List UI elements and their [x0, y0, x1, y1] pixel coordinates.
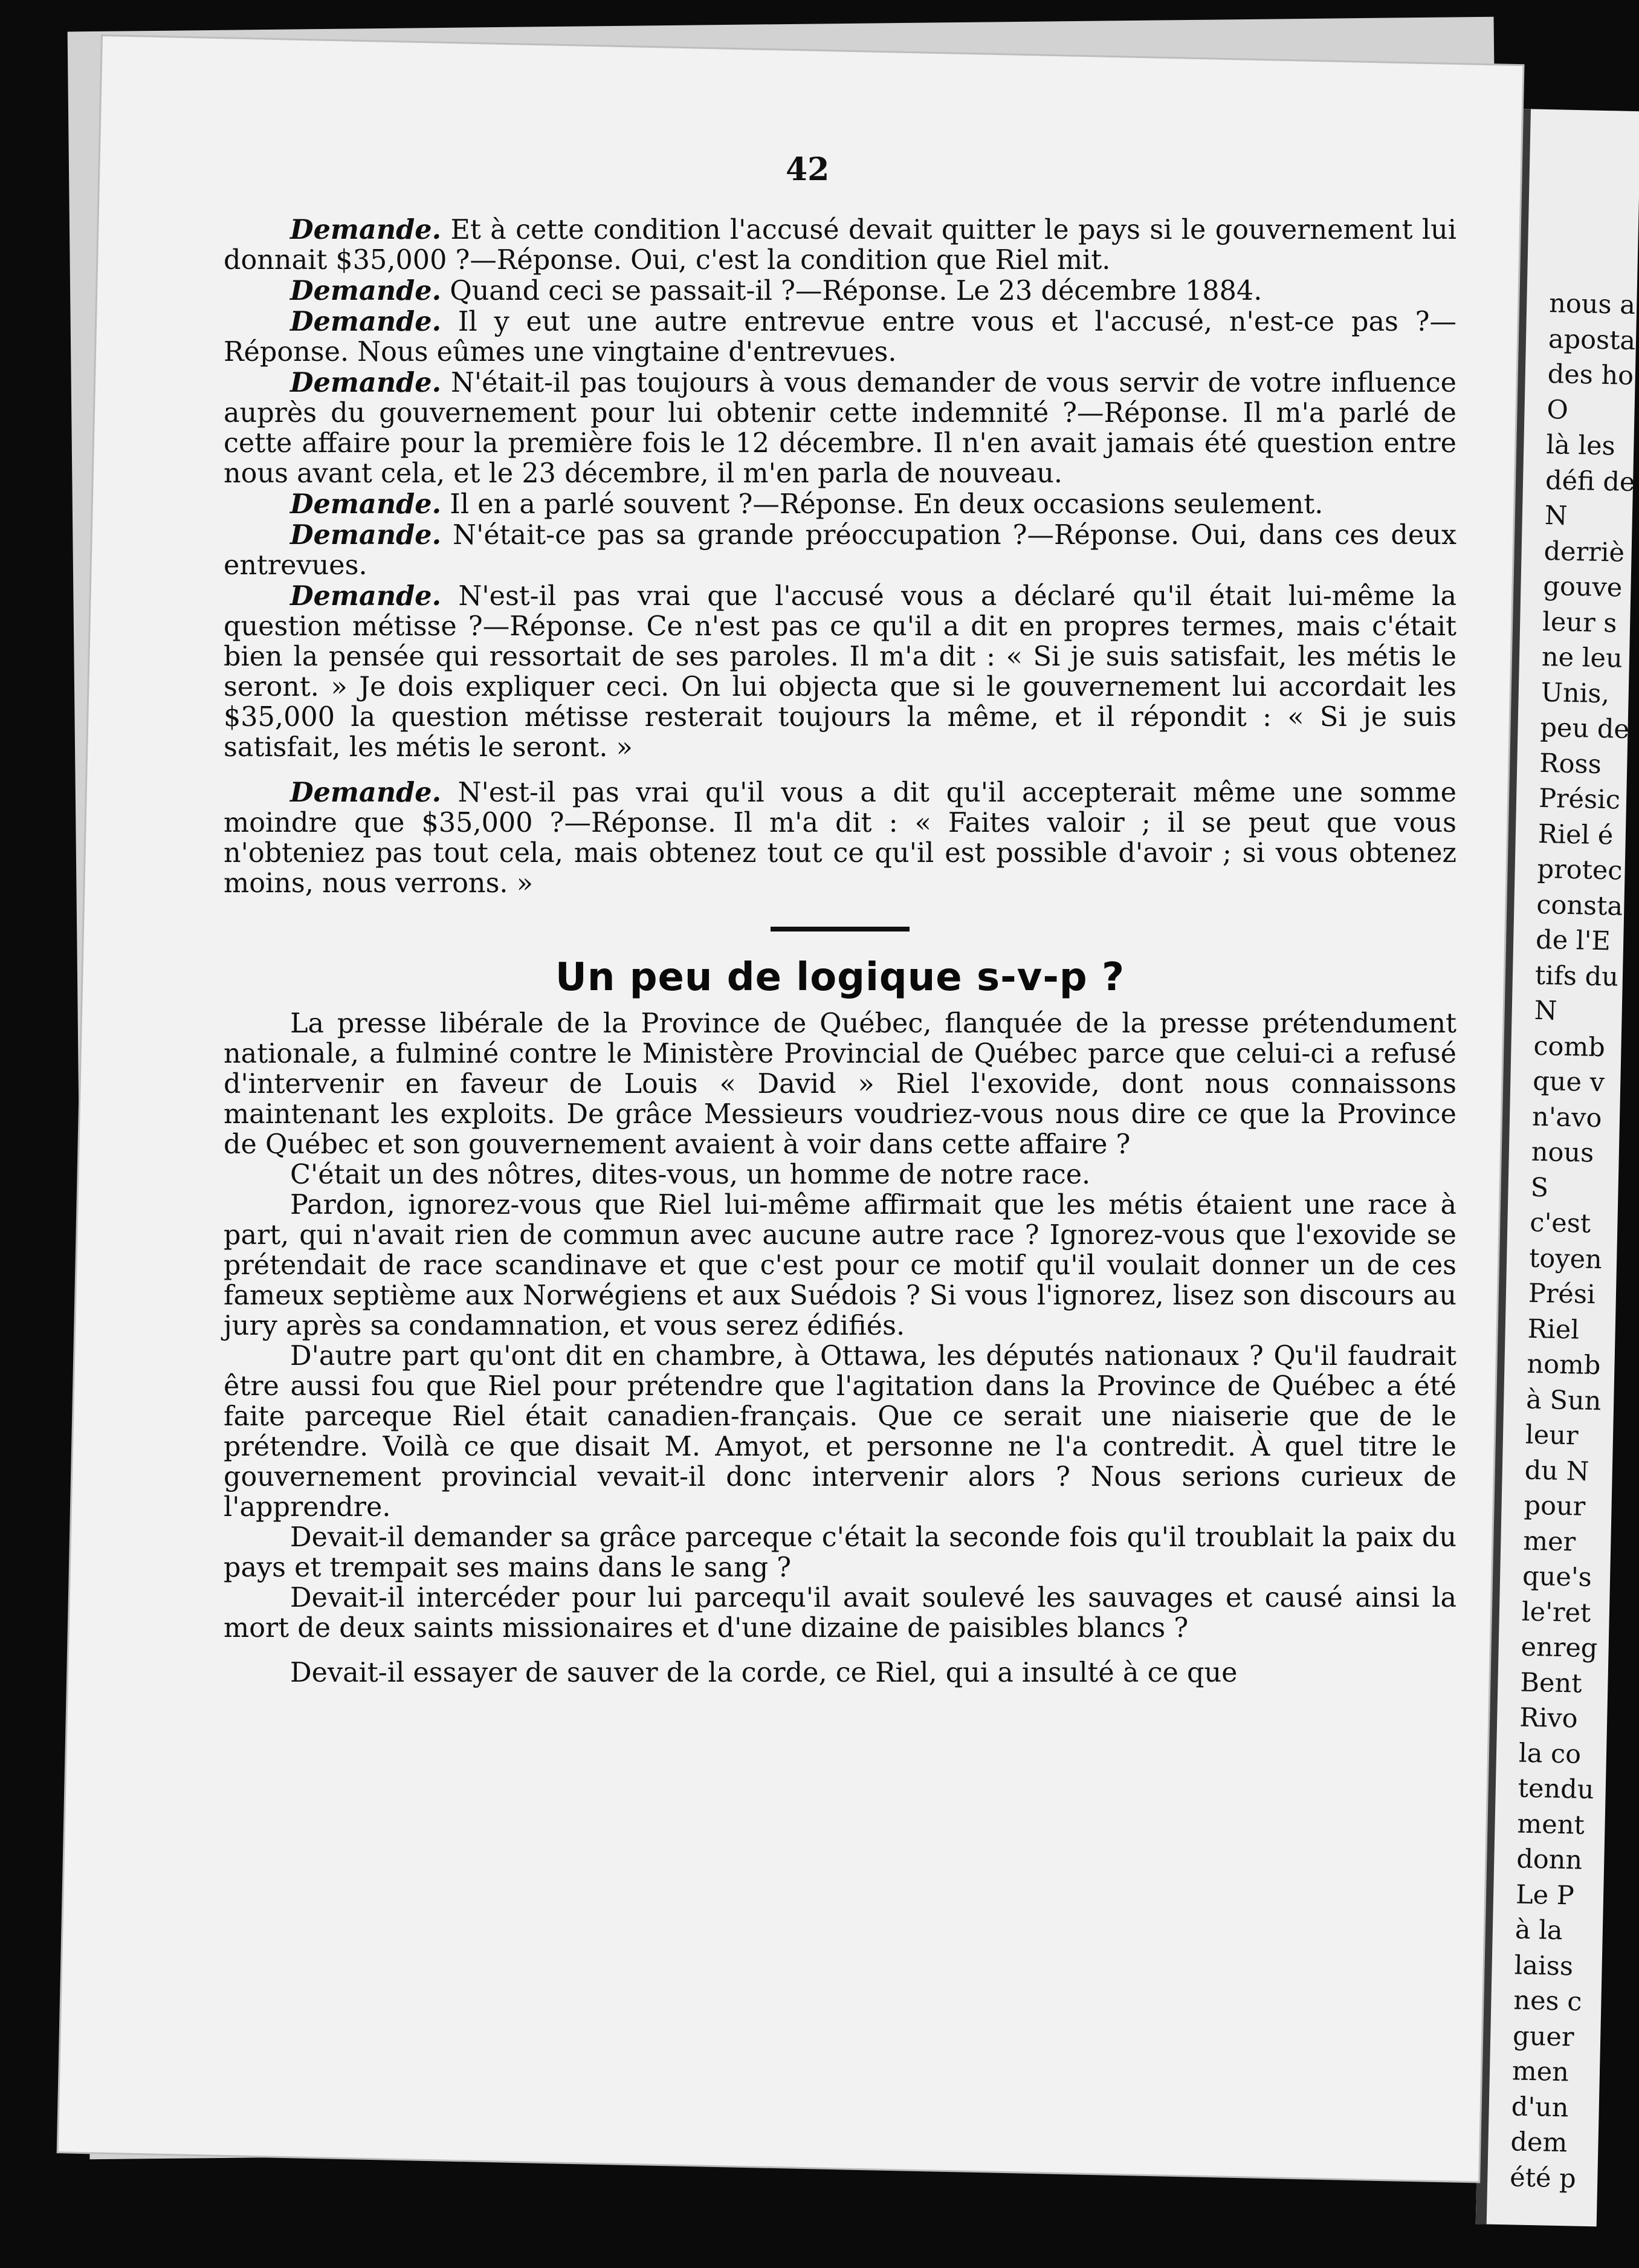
facing-page-fragment: Présic	[1538, 783, 1621, 815]
facing-page-fragment: des ho	[1547, 359, 1634, 392]
facing-page-fragment: ne leu	[1541, 641, 1623, 674]
qa-paragraph	[224, 581, 1456, 763]
facing-page-fragment: mer	[1522, 1526, 1576, 1557]
facing-page-fragment: S	[1530, 1172, 1549, 1203]
facing-page-text	[1509, 109, 1639, 2194]
qa-text: N'est-il pas vrai qu'il vous a dit qu'il accepterait même une somme moindre que $35,000 ?—Réponse. Il m'a dit : « Faites valoir ; il se peut que vous n'obteniez pas tout cela, mais obtenez tout ce qu'il est possible d'avoir ; si vous obtenez moins, nous verrons. »	[224, 777, 1456, 899]
facing-page-fragment: leur s	[1542, 606, 1617, 639]
facing-page-fragment: comb	[1533, 1031, 1606, 1063]
interrogation-transcript	[224, 215, 1456, 899]
facing-page-fragment: nous a	[1548, 288, 1636, 321]
qa-text: Quand ceci se passait-il ?—Réponse. Le 23 décembre 1884.	[441, 276, 1262, 306]
facing-page-fragment: donn	[1516, 1844, 1583, 1876]
qa-paragraph	[224, 215, 1456, 276]
qa-lead: Demande.	[290, 488, 442, 520]
facing-page-fragment: enreg	[1521, 1631, 1598, 1664]
facing-page-fragment: de l'E	[1535, 924, 1611, 957]
facing-page-fragment: protec	[1537, 854, 1623, 886]
qa-lead: Demande.	[290, 275, 442, 306]
qa-text: N'est-il pas vrai que l'accusé vous a déclaré qu'il était lui-même la question métisse ?—Réponse. Ce n'est pas ce qu'il a dit en propres termes, mais c'était bien la pensée qui ressortait de ses paroles. Il m'a dit : « Si je suis satisfait, les métis le seront. » Je dois expliquer ceci. On lui objecta que si le gouvernement lui accordait les $35,000 la question métisse resterait toujours la même, et il répondit : « Si je suis satisfait, les métis le seront. »	[224, 581, 1456, 763]
facing-page-fragment: été p	[1509, 2162, 1577, 2194]
facing-page-fragment: nes c	[1513, 1985, 1582, 2017]
facing-page-fragment: aposta	[1548, 323, 1636, 356]
facing-page-fragment: Riel	[1527, 1314, 1580, 1345]
facing-page-fragment: men	[1511, 2056, 1569, 2088]
facing-page-fragment: à la	[1515, 1914, 1563, 1946]
facing-page-fragment: laiss	[1514, 1949, 1574, 1982]
article-paragraph: Devait-il demander sa grâce parceque c'était la seconde fois qu'il troublait la paix du pays et trempait ses mains dans le sang ?	[224, 1522, 1456, 1583]
facing-page-fragment: guer	[1512, 2020, 1574, 2053]
qa-text: N'était-ce pas sa grande préoccupation ?—Réponse. Oui, dans ces deux entrevues.	[224, 520, 1456, 581]
facing-page-fragment: tifs du	[1534, 960, 1619, 993]
article-paragraph: Devait-il essayer de sauver de la corde, ce Riel, qui a insulté à ce que	[290, 1657, 1238, 1688]
facing-page-fragment: d'un	[1511, 2091, 1569, 2123]
article-body	[224, 1009, 1456, 1688]
facing-page-fragment: nomb	[1526, 1349, 1601, 1381]
facing-page-fragment: gouve	[1542, 571, 1623, 603]
qa-lead: Demande.	[290, 580, 442, 612]
facing-page-fragment: que v	[1532, 1066, 1605, 1098]
facing-page-fragment: nous	[1531, 1136, 1594, 1168]
facing-page-fragment: à Sun	[1525, 1384, 1602, 1416]
facing-page-fragment: N	[1534, 995, 1557, 1026]
page-body	[224, 215, 1456, 1688]
facing-page-fragment: N	[1544, 501, 1568, 531]
section-divider	[771, 927, 910, 932]
qa-text: Il y eut une autre entrevue entre vous et l'accusé, n'est-ce pas ?—Réponse. Nous eûmes une vingtaine d'entrevues.	[224, 306, 1456, 368]
facing-page-fragment: derriè	[1544, 536, 1625, 568]
facing-page-fragment: Ross	[1539, 748, 1602, 780]
article-paragraph: C'était un des nôtres, dites-vous, un homme de notre race.	[290, 1159, 1091, 1190]
facing-page-fragment: que's	[1522, 1561, 1592, 1593]
facing-page-fragment: Le P	[1515, 1879, 1575, 1911]
qa-text: Il en a parlé souvent ?—Réponse. En deux occasions seulement.	[441, 489, 1324, 520]
facing-page-fragment: ment	[1517, 1809, 1585, 1841]
page-number: 42	[786, 151, 830, 188]
qa-lead: Demande.	[290, 777, 442, 808]
qa-text: Et à cette condition l'accusé devait quitter le pays si le gouvernement lui donnait $35,000 ?—Réponse. Oui, c'est la condition que Riel mit.	[224, 215, 1456, 276]
facing-page-fragment: du N	[1524, 1455, 1589, 1487]
facing-page-fragment: tendu	[1518, 1773, 1594, 1806]
facing-page-fragment: Riel é	[1537, 818, 1614, 850]
qa-paragraph	[224, 276, 1456, 306]
facing-page-fragment: c'est	[1529, 1207, 1591, 1239]
facing-page-fragment: Rivo	[1519, 1702, 1579, 1734]
facing-page-fragment: pour	[1524, 1490, 1586, 1522]
qa-paragraph	[224, 489, 1456, 520]
facing-page-fragment: la co	[1518, 1738, 1582, 1770]
facing-page-fragment: consta	[1536, 889, 1623, 922]
qa-text: N'était-il pas toujours à vous demander de vous servir de votre influence auprès du gouvernement pour lui obtenir cette indemnité ?—Réponse. Il m'a parlé de cette affaire pour la première fois le 12 décembre. Il n'en avait jamais été question entre nous avant cela, et le 23 décembre, il m'en parla de nouveau.	[224, 368, 1456, 489]
facing-page-fragment: O	[1547, 394, 1569, 426]
qa-paragraph	[224, 777, 1456, 899]
facing-page-fragment: toyen	[1528, 1243, 1603, 1275]
facing-page-fragment: peu de	[1540, 712, 1630, 745]
qa-lead: Demande.	[290, 367, 442, 398]
facing-page-fragment: Bent	[1519, 1667, 1583, 1699]
facing-page-fragment: n'avo	[1531, 1101, 1602, 1133]
qa-paragraph	[224, 306, 1456, 368]
facing-page-fragment: dem	[1510, 2127, 1568, 2159]
article-paragraph: Pardon, ignorez-vous que Riel lui-même affirmait que les métis étaient une race à part, qui n'avait rien de commun avec aucune autre race ? Ignorez-vous que l'exovide se prétendait de race scandinave et que c'est pour ce motif qu'il voulait donner un de ces fameux septième aux Norwégiens et aux Suédois ? Si vous l'ignorez, lisez son discours au jury après sa condamnation, et vous serez édifiés.	[224, 1190, 1456, 1341]
facing-page-fragment: là les	[1545, 430, 1616, 462]
article-paragraph: D'autre part qu'ont dit en chambre, à Ottawa, les députés nationaux ? Qu'il faudrait être aussi fou que Riel pour prétendre que l'agitation dans la Province de Québec a été faite parceque Riel était canadien-français. Que ce serait une niaiserie que de le prétendre. Voilà ce que disait M. Amyot, et personne ne l'a contredit. À quel titre le gouvernement provincial vevait-il donc intervenir alors ? Nous serions curieux de l'apprendre.	[224, 1341, 1456, 1523]
section-heading: Un peu de logique s-v-p ?	[555, 955, 1125, 1000]
qa-paragraph	[224, 520, 1456, 581]
facing-page-fragment: Unis,	[1540, 677, 1610, 709]
facing-page-fragment: Prési	[1528, 1278, 1596, 1311]
facing-page-fragment: leur	[1525, 1419, 1579, 1451]
article-paragraph: Devait-il intercéder pour lui parcequ'il avait soulevé les sauvages et causé ainsi la mort de deux saints missionaires et d'une dizaine de paisibles blancs ?	[224, 1583, 1456, 1644]
qa-lead: Demande.	[290, 519, 442, 551]
qa-paragraph	[224, 368, 1456, 489]
facing-page-fragment: le'ret	[1521, 1596, 1591, 1628]
article-paragraph: La presse libérale de la Province de Québec, flanquée de la presse prétendument nationale, a fulminé contre le Ministère Provincial de Québec parce que celui-ci a refusé d'intervenir en faveur de Louis « David » Riel l'exovide, dont nous connaissons maintenant les exploits. De grâce Messieurs voudriez-vous nous dire ce que la Province de Québec et son gouvernement avaient à voir dans cette affaire ?	[224, 1008, 1456, 1160]
qa-lead: Demande.	[290, 214, 442, 245]
qa-lead: Demande.	[290, 306, 442, 337]
facing-page-fragment: défi de	[1545, 465, 1635, 497]
